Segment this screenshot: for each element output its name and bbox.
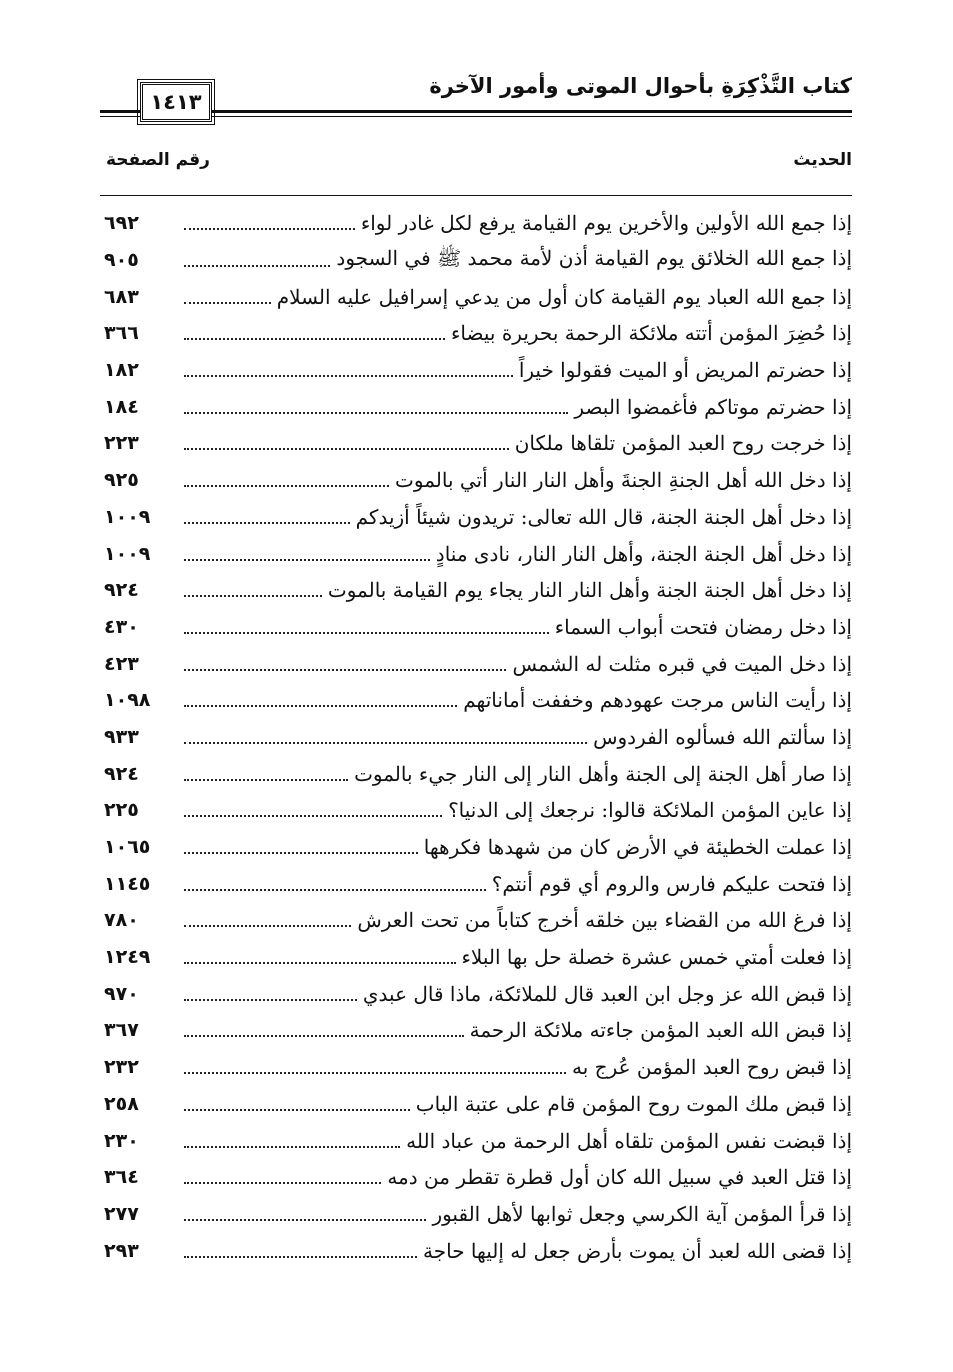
leader-dots (184, 777, 348, 781)
entry-text: إذا دخل أهل الجنة الجنة وأهل النار النار يجاء يوم القيامة بالموت (327, 578, 852, 603)
leader-dots (184, 1217, 426, 1221)
entry-page-number: ١٠٦٥ (104, 836, 151, 859)
page-number: ١٤١٣ (150, 90, 202, 114)
entry-page-number: ٩٢٤ (104, 579, 139, 602)
entry-text: إذا قضى الله لعبد أن يموت بأرض جعل له إليها حاجة (423, 1238, 852, 1263)
entry-page-number: ٢٣٢ (104, 1056, 139, 1079)
entry-page-number: ٣٦٤ (104, 1166, 139, 1189)
entry-page-number: ٣٦٦ (104, 322, 139, 345)
leader-dots (184, 263, 330, 267)
entry-page-number: ١٨٢ (104, 359, 139, 382)
entry-text: إذا جمع الله الأولين والأخرين يوم القيامة يرفع لكل غادر لواء (360, 211, 852, 236)
index-entry (100, 315, 852, 352)
index-entry (100, 425, 852, 462)
index-entry (100, 1196, 852, 1233)
index-entry (100, 278, 852, 315)
index-entry (100, 829, 852, 866)
page-header (100, 70, 852, 126)
entry-page-number: ١١٤٥ (104, 872, 151, 895)
entry-page-number: ٤٢٣ (104, 652, 139, 675)
leader-dots (184, 960, 456, 964)
header-rule-thin (100, 116, 852, 117)
index-entry (100, 755, 852, 792)
index-entry (100, 1049, 852, 1086)
index-entry (100, 388, 852, 425)
index-entry (100, 1159, 852, 1196)
page-number-box (140, 82, 212, 122)
entry-text: إذا قبض الله عز وجل ابن العبد قال للملائكة، ماذا قال عبدي (362, 981, 852, 1006)
leader-dots (184, 923, 351, 927)
leader-dots (184, 557, 430, 561)
leader-dots (184, 997, 357, 1001)
entry-text: إذا دخل الميت في قبره مثلت له الشمس (512, 651, 852, 676)
column-headers (100, 150, 852, 182)
index-list (100, 205, 852, 1269)
leader-dots (184, 1033, 464, 1037)
entry-page-number: ٦٨٣ (104, 285, 139, 308)
entry-page-number: ٩٢٤ (104, 762, 139, 785)
entry-page-number: ١٢٤٩ (104, 946, 151, 969)
entry-text: إذا قبض ملك الموت روح المؤمن قام على عتبة الباب (415, 1091, 852, 1116)
index-entry (100, 1012, 852, 1049)
entry-page-number: ١٨٤ (104, 395, 139, 418)
leader-dots (184, 593, 322, 597)
entry-text: إذا فتحت عليكم فارس والروم أي قوم أنتم؟ (491, 871, 852, 896)
entry-text: إذا عاين المؤمن الملائكة قالوا: نرجعك إلى الدنيا؟ (448, 798, 852, 823)
entry-page-number: ٩٢٥ (104, 469, 139, 492)
header-rule-thick (100, 110, 852, 113)
leader-dots (184, 336, 445, 340)
entry-text: إذا قرأ المؤمن آية الكرسي وجعل ثوابها لأهل القبور (432, 1201, 852, 1226)
index-entry (100, 242, 852, 279)
entry-page-number: ٩٧٠ (104, 982, 139, 1005)
entry-page-number: ٢٣٠ (104, 1129, 139, 1152)
index-entry (100, 792, 852, 829)
index-entry (100, 535, 852, 572)
leader-dots (184, 813, 442, 817)
leader-dots (184, 520, 350, 524)
running-title: كتاب التَّذْكِرَةِ بأحوال الموتى وأمور الآخرة (429, 74, 852, 98)
leader-dots (184, 1180, 381, 1184)
index-entry (100, 682, 852, 719)
entry-page-number: ٤٣٠ (104, 615, 139, 638)
index-entry (100, 1232, 852, 1269)
entry-page-number: ٩٣٣ (104, 725, 139, 748)
entry-text: إذا حضرتم المريض أو الميت فقولوا خيراً (518, 358, 852, 383)
entry-page-number: ١٠٠٩ (104, 505, 151, 528)
leader-dots (184, 300, 271, 304)
entry-text: إذا جمع الله العباد يوم القيامة كان أول من يدعي إسرافيل عليه السلام (276, 284, 852, 309)
entry-page-number: ٦٩٢ (104, 212, 139, 235)
index-entry (100, 462, 852, 499)
leader-dots (184, 1070, 566, 1074)
entry-page-number: ٢٧٧ (104, 1202, 139, 1225)
entry-page-number: ٢٥٨ (104, 1092, 139, 1115)
entry-text: إذا دخل أهل الجنة الجنة، وأهل النار النار، نادى منادٍ (435, 541, 852, 566)
leader-dots (184, 1107, 410, 1111)
entry-page-number: ٢٢٥ (104, 799, 139, 822)
entry-text: إذا جمع الله الخلائق يوم القيامة أذن لأمة محمد ﷺ في السجود (336, 245, 852, 270)
entry-text: إذا خرجت روح العبد المؤمن تلقاها ملكان (514, 431, 852, 456)
leader-dots (184, 226, 355, 230)
entry-text: إذا عملت الخطيئة في الأرض كان من شهدها فكرهها (423, 835, 852, 860)
entry-page-number: ١٠٠٩ (104, 542, 151, 565)
column-header-hadith: الحديث (793, 150, 852, 170)
index-entry (100, 975, 852, 1012)
entry-page-number: ٧٨٠ (104, 909, 139, 932)
entry-text: إذا دخل أهل الجنة الجنة، قال الله تعالى: تريدون شيئاً أزيدكم (355, 504, 852, 529)
entry-text: إذا حُضِرَ المؤمن أتته ملائكة الرحمة بحريرة بيضاء (451, 321, 852, 346)
index-entry (100, 902, 852, 939)
entry-text: إذا فرغ الله من القضاء بين خلقه أخرج كتاباً من تحت العرش (357, 908, 852, 933)
entry-text: إذا دخل رمضان فتحت أبواب السماء (554, 614, 852, 639)
index-entry (100, 1086, 852, 1123)
index-entry (100, 645, 852, 682)
leader-dots (184, 850, 418, 854)
leader-dots (184, 373, 513, 377)
index-entry (100, 1122, 852, 1159)
entry-text: إذا صار أهل الجنة إلى الجنة وأهل النار إلى النار جيء بالموت (354, 761, 852, 786)
entry-text: إذا قبض الله العبد المؤمن جاءته ملائكة الرحمة (469, 1018, 852, 1043)
leader-dots (184, 667, 506, 671)
entry-text: إذا سألتم الله فسألوه الفردوس (593, 724, 852, 749)
entry-page-number: ٢٩٣ (104, 1239, 139, 1262)
leader-dots (184, 1254, 417, 1258)
column-header-rule (100, 195, 852, 196)
leader-dots (184, 703, 457, 707)
leader-dots (184, 446, 509, 450)
index-entry (100, 609, 852, 646)
entry-page-number: ٩٠٥ (104, 249, 139, 272)
index-entry (100, 499, 852, 536)
index-entry (100, 352, 852, 389)
entry-page-number: ٣٦٧ (104, 1019, 139, 1042)
leader-dots (184, 1144, 400, 1148)
index-entry (100, 572, 852, 609)
leader-dots (184, 740, 587, 744)
entry-text: إذا رأيت الناس مرجت عهودهم وخففت أماناتهم (463, 688, 852, 713)
entry-text: إذا قبضت نفس المؤمن تلقاه أهل الرحمة من عباد الله (406, 1128, 852, 1153)
leader-dots (184, 630, 549, 634)
index-entry (100, 205, 852, 242)
entry-text: إذا دخل الله أهل الجنةِ الجنةَ وأهل النار النار أتي بالموت (395, 468, 852, 493)
leader-dots (184, 483, 389, 487)
entry-page-number: ١٠٩٨ (104, 689, 151, 712)
entry-text: إذا قبض روح العبد المؤمن عُرج به (572, 1055, 852, 1080)
entry-text: إذا حضرتم موتاكم فأغمضوا البصر (574, 394, 852, 419)
index-entry (100, 719, 852, 756)
leader-dots (184, 887, 486, 891)
entry-text: إذا قتل العبد في سبيل الله كان أول قطرة تقطر من دمه (387, 1165, 852, 1190)
leader-dots (184, 410, 568, 414)
entry-text: إذا فعلت أمتي خمس عشرة خصلة حل بها البلاء (461, 945, 852, 970)
index-entry (100, 939, 852, 976)
column-header-page: رقم الصفحة (106, 150, 210, 170)
entry-page-number: ٢٢٣ (104, 432, 139, 455)
index-entry (100, 865, 852, 902)
